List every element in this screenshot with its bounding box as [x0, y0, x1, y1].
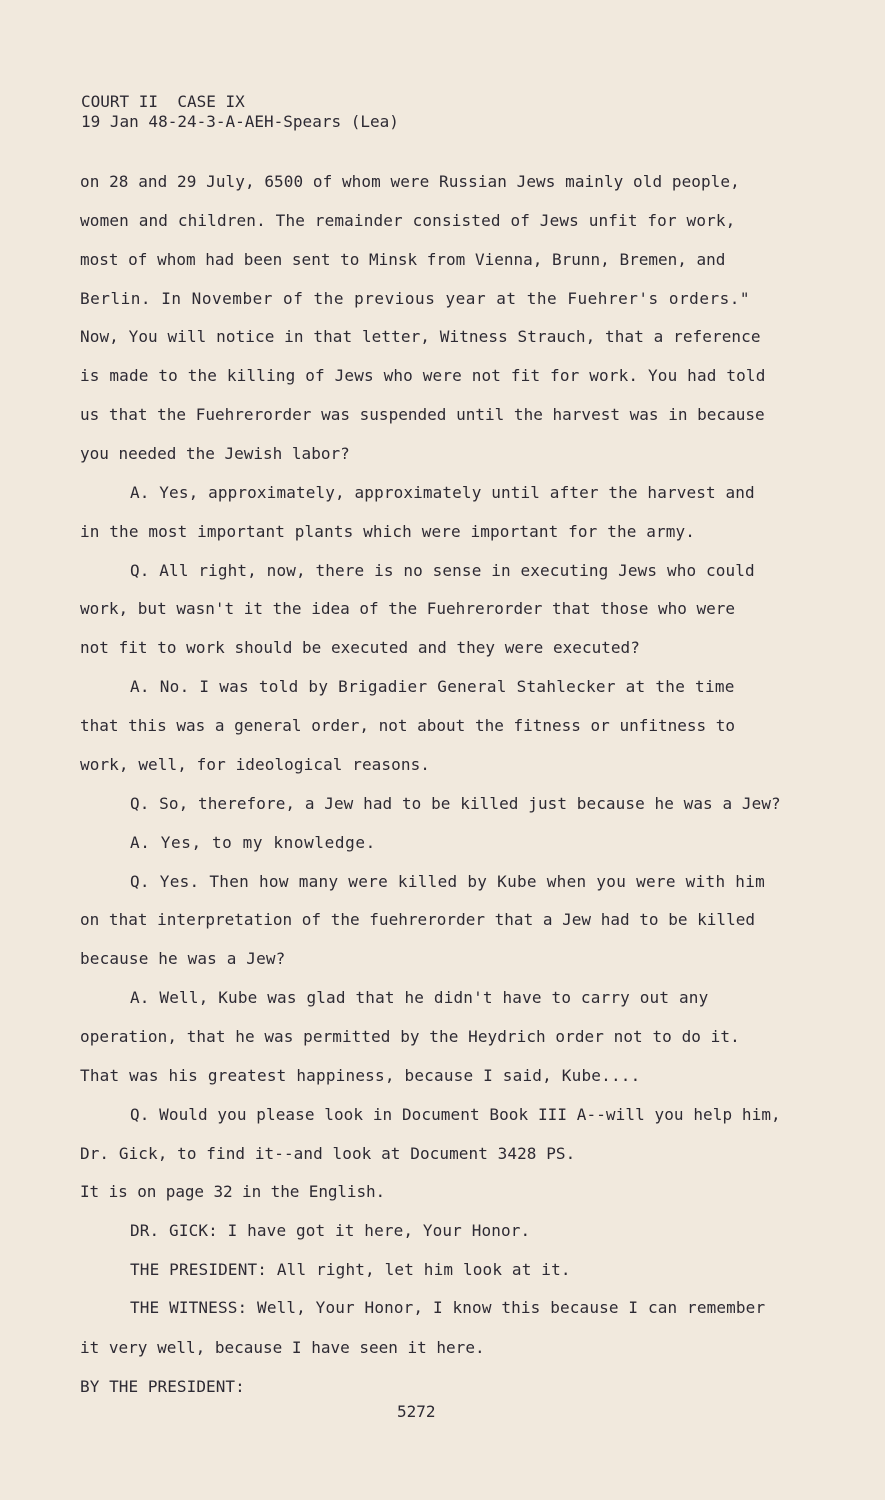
transcript-line: That was his greatest happiness, because I said, Kube.... — [80, 1066, 641, 1085]
transcript-line: A. Yes, to my knowledge. — [130, 833, 376, 852]
transcript-line: is made to the killing of Jews who were not fit for work. You had told — [80, 366, 766, 385]
transcript-line: not fit to work should be executed and they were executed? — [80, 638, 640, 657]
transcript-line: on 28 and 29 July, 6500 of whom were Russian Jews mainly old people, — [80, 172, 740, 191]
transcript-line: Dr. Gick, to find it--and look at Document 3428 PS. — [80, 1144, 576, 1163]
transcript-line: Q. Yes. Then how many were killed by Kube when you were with him — [130, 872, 766, 891]
transcript-line: Q. So, therefore, a Jew had to be killed just because he was a Jew? — [130, 794, 781, 813]
transcript-line: Now, You will notice in that letter, Witness Strauch, that a reference — [80, 327, 761, 346]
transcript-line: you needed the Jewish labor? — [80, 444, 350, 463]
transcript-line: It is on page 32 in the English. — [80, 1182, 386, 1201]
transcript-line: us that the Fuehrerorder was suspended until the harvest was in because — [80, 405, 765, 424]
transcript-line: Q. Would you please look in Document Book III A--will you help him, — [130, 1105, 781, 1124]
transcript-line: A. Yes, approximately, approximately until after the harvest and — [130, 483, 755, 502]
transcript-line: operation, that he was permitted by the Heydrich order not to do it. — [80, 1027, 740, 1046]
transcript-line: in the most important plants which were important for the army. — [80, 522, 696, 541]
transcript-line: DR. GICK: I have got it here, Your Honor. — [130, 1221, 531, 1240]
transcript-line: Q. All right, now, there is no sense in executing Jews who could — [130, 561, 755, 580]
transcript-line: A. Well, Kube was glad that he didn't have to carry out any — [130, 988, 709, 1007]
transcript-line: BY THE PRESIDENT: — [80, 1377, 245, 1396]
transcript-line: THE PRESIDENT: All right, let him look at it. — [130, 1260, 571, 1279]
transcript-line: on that interpretation of the fuehrerorder that a Jew had to be killed — [80, 910, 755, 929]
document-header — [81, 92, 399, 132]
transcript-line: A. No. I was told by Brigadier General Stahlecker at the time — [130, 677, 735, 696]
transcript-line: work, but wasn't it the idea of the Fuehrerorder that those who were — [80, 599, 736, 618]
transcript-line: that this was a general order, not about the fitness or unfitness to — [80, 716, 736, 735]
transcript-line: work, well, for ideological reasons. — [80, 755, 431, 774]
transcript-line: Berlin. In November of the previous year at the Fuehrer's orders." — [80, 289, 751, 308]
court-case-label: COURT II CASE IX — [81, 92, 245, 111]
transcript-line: because he was a Jew? — [80, 949, 286, 968]
session-reference: 19 Jan 48-24-3-A-AEH-Spears (Lea) — [81, 112, 399, 131]
transcript-line: it very well, because I have seen it here. — [80, 1338, 485, 1357]
transcript-line: women and children. The remainder consisted of Jews unfit for work, — [80, 211, 736, 230]
transcript-line: most of whom had been sent to Minsk from Vienna, Brunn, Bremen, and — [80, 250, 726, 269]
page-number: 5272 — [397, 1402, 436, 1421]
transcript-line: THE WITNESS: Well, Your Honor, I know this because I can remember — [130, 1298, 766, 1317]
